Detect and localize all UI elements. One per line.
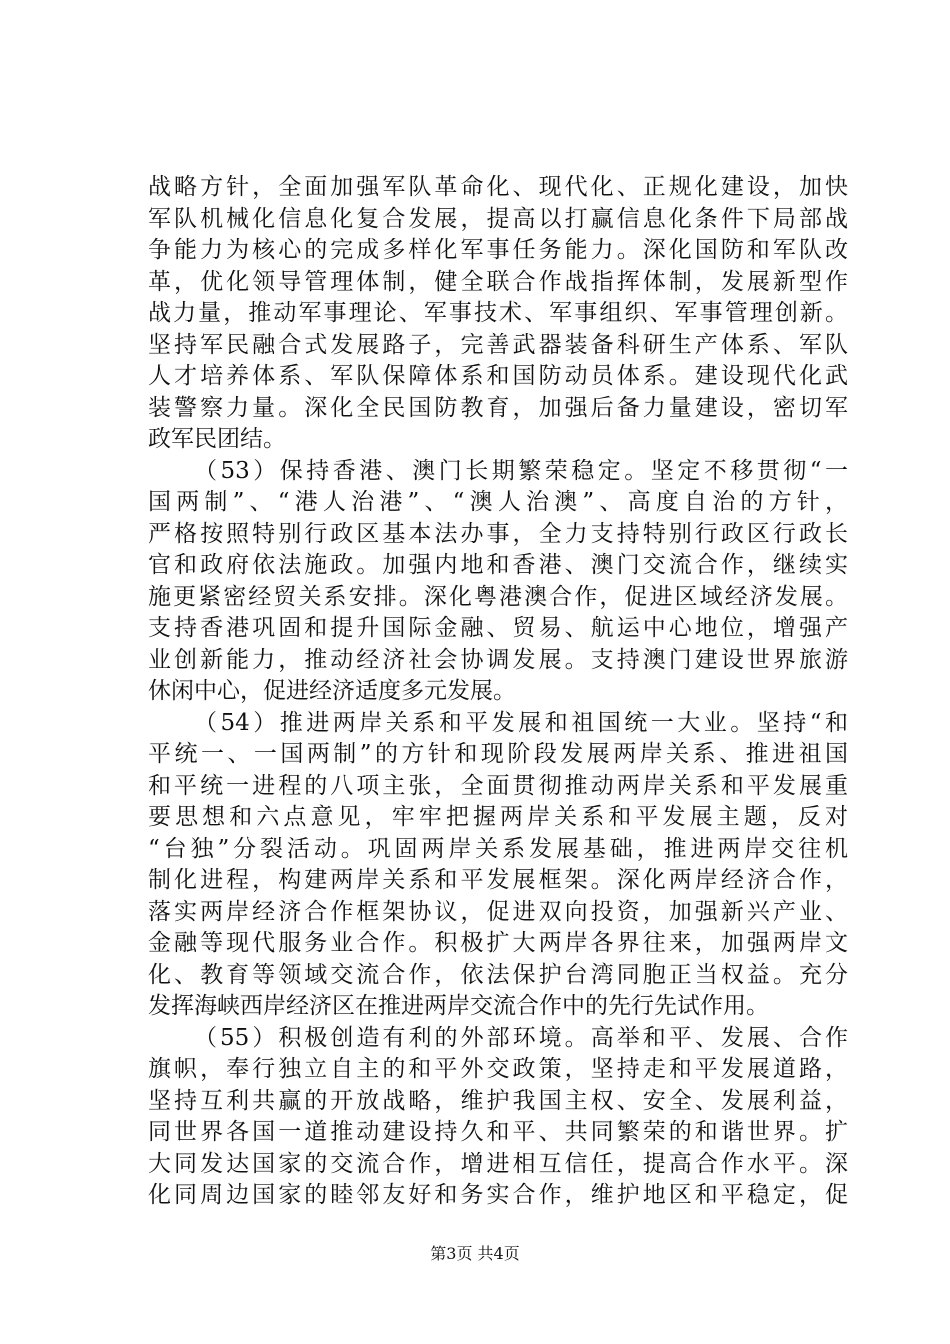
text-line: 革，优化领导管理体制，健全联合作战指挥体制，发展新型作 xyxy=(148,268,848,295)
text-line: 落实两岸经济合作框架协议，促进双向投资，加强新兴产业、 xyxy=(148,898,848,925)
text-line: 化同周边国家的睦邻友好和务实合作，维护地区和平稳定，促 xyxy=(148,1182,848,1208)
body-text xyxy=(148,172,848,1243)
text-line: 金融等现代服务业合作。积极扩大两岸各界往来，加强两岸文 xyxy=(148,930,848,956)
text-line: 坚持军民融合式发展路子，完善武器装备科研生产体系、军队 xyxy=(148,331,848,358)
text-line: 军队机械化信息化复合发展，提高以打赢信息化条件下局部战 xyxy=(148,205,848,232)
text-line: 大同发达国家的交流合作，增进相互信任，提高合作水平。深 xyxy=(148,1150,848,1177)
text-line: 官和政府依法施政。加强内地和香港、澳门交流合作，继续实 xyxy=(148,552,848,578)
text-line: 国两制”、“港人治港”、“澳人治澳”、高度自治的方针， xyxy=(148,489,848,515)
paragraph-53-start: （53）保持香港、澳门长期繁荣稳定。坚定不移贯彻“一 xyxy=(194,457,848,484)
paragraph-54-start: （54）推进两岸关系和平发展和祖国统一大业。坚持“和 xyxy=(194,709,848,736)
paragraph-55-start: （55）积极创造有利的外部环境。高举和平、发展、合作 xyxy=(194,1024,848,1051)
text-line: 战略方针，全面加强军队革命化、现代化、正规化建设，加快 xyxy=(148,174,848,200)
text-line: 装警察力量。深化全民国防教育，加强后备力量建设，密切军 xyxy=(148,394,848,421)
text-line: 休闲中心，促进经济适度多元发展。 xyxy=(148,678,516,704)
text-line: “台独”分裂活动。巩固两岸关系发展基础，推进两岸交往机 xyxy=(148,835,848,862)
text-line: 和平统一进程的八项主张，全面贯彻推动两岸关系和平发展重 xyxy=(148,772,848,799)
text-line: 战力量，推动军事理论、军事技术、军事组织、军事管理创新。 xyxy=(148,300,848,326)
text-line: 坚持互利共赢的开放战略，维护我国主权、安全、发展利益， xyxy=(148,1087,848,1114)
text-line: 施更紧密经贸关系安排。深化粤港澳合作，促进区域经济发展。 xyxy=(148,583,848,610)
text-line: 发挥海峡西岸经济区在推进两岸交流合作中的先行先试作用。 xyxy=(148,993,769,1019)
text-line: 争能力为核心的完成多样化军事任务能力。深化国防和军队改 xyxy=(148,237,848,263)
text-line: 平统一、一国两制”的方针和现阶段发展两岸关系、推进祖国 xyxy=(148,741,848,767)
text-line: 政军民团结。 xyxy=(148,426,286,452)
text-line: 业创新能力，推动经济社会协调发展。支持澳门建设世界旅游 xyxy=(148,646,848,673)
text-line: 人才培养体系、军队保障体系和国防动员体系。建设现代化武 xyxy=(148,363,848,389)
text-line: 化、教育等领域交流合作，依法保护台湾同胞正当权益。充分 xyxy=(148,961,848,988)
text-line xyxy=(148,1212,848,1244)
page-footer: 第3页 共4页 xyxy=(430,1244,520,1263)
text-line: 严格按照特别行政区基本法办事，全力支持特别行政区行政长 xyxy=(148,520,848,547)
text-line: 制化进程，构建两岸关系和平发展框架。深化两岸经济合作， xyxy=(148,867,848,893)
text-line: 同世界各国一道推动建设持久和平、共同繁荣的和谐世界。扩 xyxy=(148,1119,848,1145)
text-line: 要思想和六点意见，牢牢把握两岸关系和平发展主题，反对 xyxy=(148,804,848,830)
text-line: 支持香港巩固和提升国际金融、贸易、航运中心地位，增强产 xyxy=(148,615,848,641)
text-line: 旗帜，奉行独立自主的和平外交政策，坚持走和平发展道路， xyxy=(148,1056,848,1082)
